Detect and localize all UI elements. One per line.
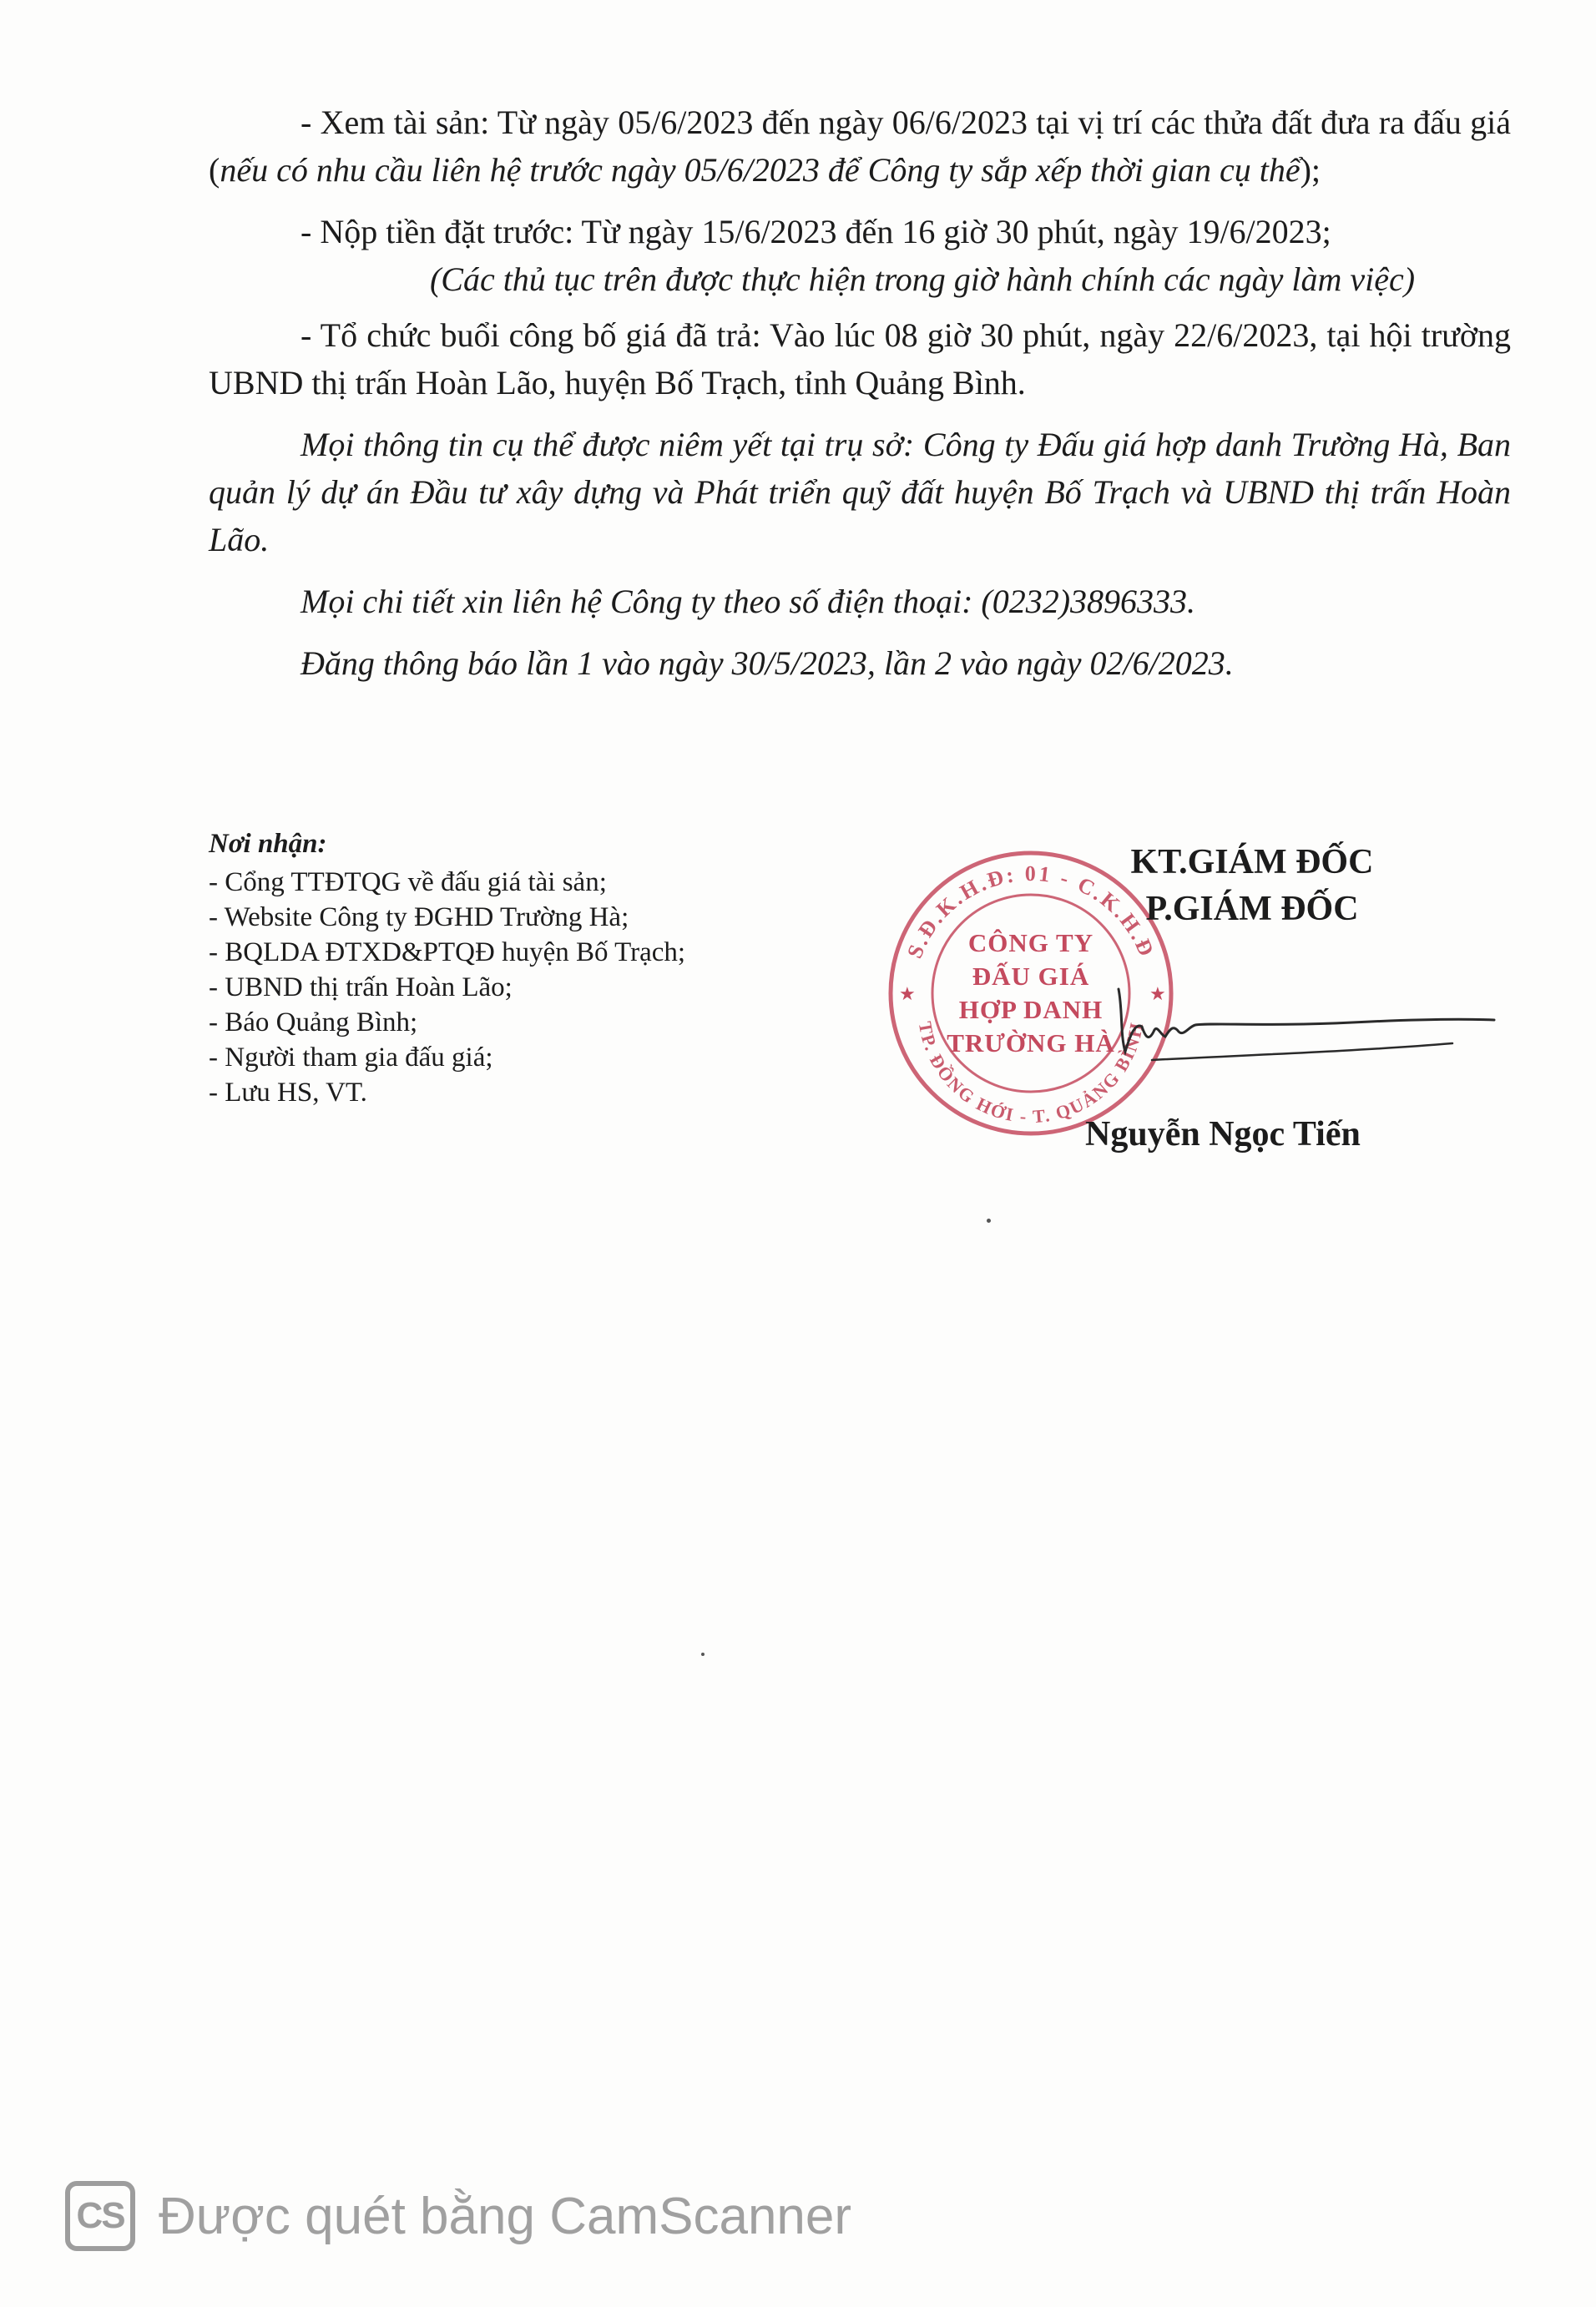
scan-speck (987, 1219, 991, 1223)
seal-star-icon: ★ (1149, 983, 1166, 1004)
recipient-item: - Website Công ty ĐGHD Trường Hà; (209, 902, 629, 932)
signer-name: Nguyễn Ngọc Tiến (1085, 1115, 1361, 1154)
camscanner-watermark (65, 2178, 851, 2254)
signature-title-line1: KT.GIÁM ĐỐC (1130, 843, 1374, 881)
seal-line: TRƯỜNG HÀ (947, 1028, 1115, 1058)
signature-title-line2: P.GIÁM ĐỐC (1145, 890, 1359, 928)
recipients-block (209, 826, 876, 1110)
recipient-item: - UBND thị trấn Hoàn Lão; (209, 972, 513, 1002)
paragraph-contact: Mọi chi tiết xin liên hệ Công ty theo số điện thoại: (0232)3896333. (301, 583, 1196, 620)
seal-ring-top-text: S.Đ.K.H.Đ: 01 - C.K.H.Đ (902, 861, 1160, 962)
view-assets-end: ); (1300, 151, 1321, 189)
paragraph-deposit: - Nộp tiền đặt trước: Từ ngày 15/6/2023 đến 16 giờ 30 phút, ngày 19/6/2023; (301, 213, 1331, 250)
recipient-item: - Người tham gia đấu giá; (209, 1042, 493, 1073)
recipient-item: - Lưu HS, VT. (209, 1078, 367, 1108)
seal-line: HỢP DANH (958, 995, 1104, 1024)
office-hours-note: (Các thủ tục trên được thực hiện trong giờ hành chính các ngày làm việc) (429, 260, 1416, 298)
paragraph-price-announcement: - Tổ chức buổi công bố giá đã trả: Vào lúc 08 giờ 30 phút, ngày 22/6/2023, tại hội trường UBND thị trấn Hoàn Lão, huyện Bố Trạch, tỉnh Quảng Bình. (209, 316, 1511, 401)
view-assets-note: nếu có nhu cầu liên hệ trước ngày 05/6/2023 để Công ty sắp xếp thời gian cụ thể (220, 151, 1301, 189)
recipient-item: - Cổng TTĐTQG về đấu giá tài sản; (209, 867, 607, 897)
paragraph-publication-dates: Đăng thông báo lần 1 vào ngày 30/5/2023, lần 2 vào ngày 02/6/2023. (301, 644, 1234, 682)
signature-title-block (1018, 839, 1486, 932)
seal-line: ĐẤU GIÁ (972, 962, 1090, 991)
recipient-item: - Báo Quảng Bình; (209, 1007, 418, 1037)
seal-star-icon: ★ (899, 983, 916, 1004)
recipient-item: - BQLDA ĐTXD&PTQĐ huyện Bố Trạch; (209, 937, 686, 967)
camscanner-text: Được quét bằng CamScanner (159, 2187, 852, 2245)
handwritten-signature-icon (1102, 977, 1503, 1077)
camscanner-logo-icon: CS (65, 2181, 135, 2251)
seal-line: CÔNG TY (967, 928, 1094, 957)
paragraph-posting-info: Mọi thông tin cụ thể được niêm yết tại trụ sở: Công ty Đấu giá hợp danh Trường Hà, Ban quản lý dự án Đầu tư xây dựng và Phát triển quỹ đất huyện Bố Trạch và UBND thị trấn Hoàn Lão. (209, 426, 1511, 558)
seal-ring-bottom-text: TP. ĐỒNG HỚI - T. QUẢNG BÌNH (914, 1019, 1148, 1128)
recipients-heading: Nơi nhận: (209, 829, 327, 859)
scan-speck (701, 1653, 705, 1656)
notice-body (209, 98, 1511, 701)
paragraph-view-assets (209, 98, 1511, 194)
view-assets-text: - Xem tài sản: Từ ngày 05/6/2023 đến ngày 06/6/2023 tại vị trí các thửa đất đưa ra đấu giá ( (209, 103, 1511, 189)
recipients-list (209, 865, 876, 1110)
